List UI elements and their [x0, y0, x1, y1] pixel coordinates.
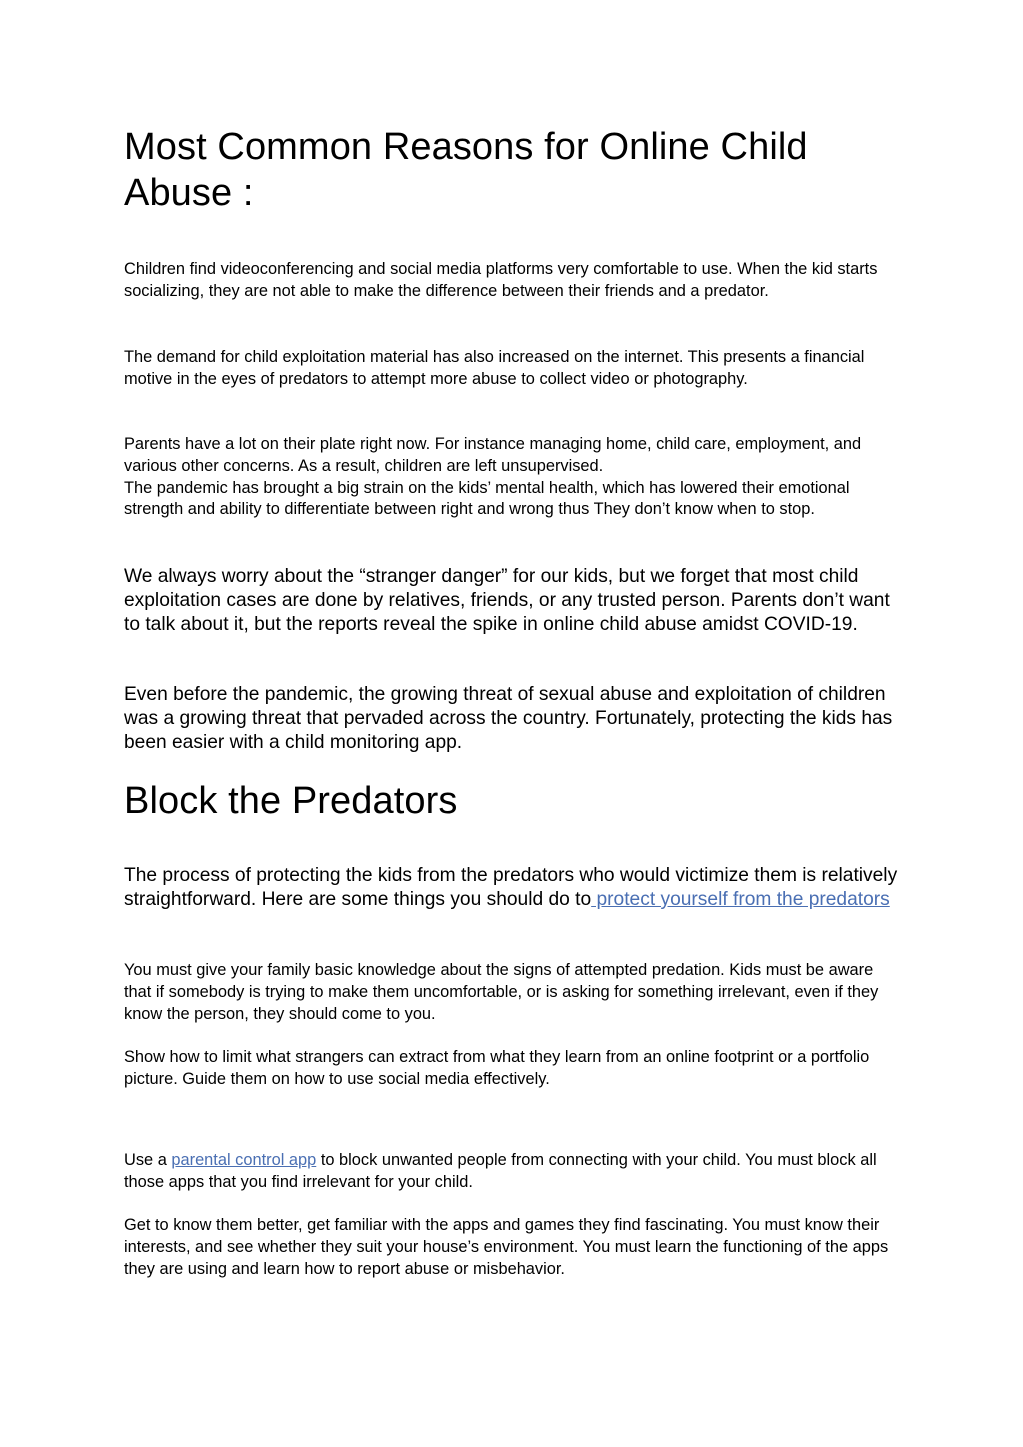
pandemic-strain-text: The pandemic has brought a big strain on the kids’ mental health, which has lowered their emotional strength and ability to differentiate between right and wrong thus They don’t know when to stop. [124, 478, 850, 519]
protect-yourself-link[interactable]: protect yourself from the predators [591, 889, 890, 910]
parental-control-app-link[interactable]: parental control app [171, 1151, 317, 1169]
paragraph-comfortable-platforms: Children find videoconferencing and social media platforms very comfortable to use. When the kid starts socializing, they are not able to make the difference between their friends and a predator. [124, 260, 878, 300]
protecting-process-text: The process of protecting the kids from the predators who would victimize them is relatively straightforward. Here are some things you should do to [124, 865, 898, 910]
paragraph-stranger-danger: We always worry about the “stranger danger” for our kids, but we forget that most child exploitation cases are done by relatives, friends, or any trusted person. Parents don’t want to talk about it, but the reports reveal the spike in online child abuse amidst COVID-19. [124, 566, 890, 635]
heading-reasons: Most Common Reasons for Online Child Abuse : [124, 126, 808, 214]
parents-busy-text: Parents have a lot on their plate right now. For instance managing home, child care, employment, and various other concerns. As a result, children are left unsupervised. [124, 435, 862, 475]
paragraph-parental-control [124, 1150, 904, 1194]
paragraph-before-pandemic: Even before the pandemic, the growing threat of sexual abuse and exploitation of children was a growing threat that pervaded across the country. Fortunately, protecting the kids has been easier with a child monitoring app. [124, 684, 893, 753]
paragraph-limit-strangers: Show how to limit what strangers can extract from what they learn from an online footprint or a portfolio picture. Guide them on how to use social media effectively. [124, 1048, 870, 1088]
paragraph-parents-busy [124, 434, 904, 521]
paragraph-demand-exploitation: The demand for child exploitation material has also increased on the internet. This presents a financial motive in the eyes of predators to attempt more abuse to collect video or photography. [124, 348, 865, 388]
parental-control-pre: Use a [124, 1151, 172, 1169]
heading-block-predators: Block the Predators [124, 780, 458, 822]
paragraph-know-them-better: Get to know them better, get familiar with the apps and games they find fascinating. You must know their interests, and see whether they suit your house’s environment. You must learn the functioning of the apps they are using and learn how to report abuse or misbehavior. [124, 1216, 889, 1278]
paragraph-basic-knowledge: You must give your family basic knowledge about the signs of attempted predation. Kids must be aware that if somebody is trying to make them uncomfortable, or is asking for something irrelevant, even if they know the person, they should come to you. [124, 961, 879, 1023]
paragraph-protecting-process [124, 864, 904, 912]
parental-control-post: to block unwanted people from connecting with your child. You must block all those apps that you find irrelevant for your child. [124, 1151, 877, 1191]
